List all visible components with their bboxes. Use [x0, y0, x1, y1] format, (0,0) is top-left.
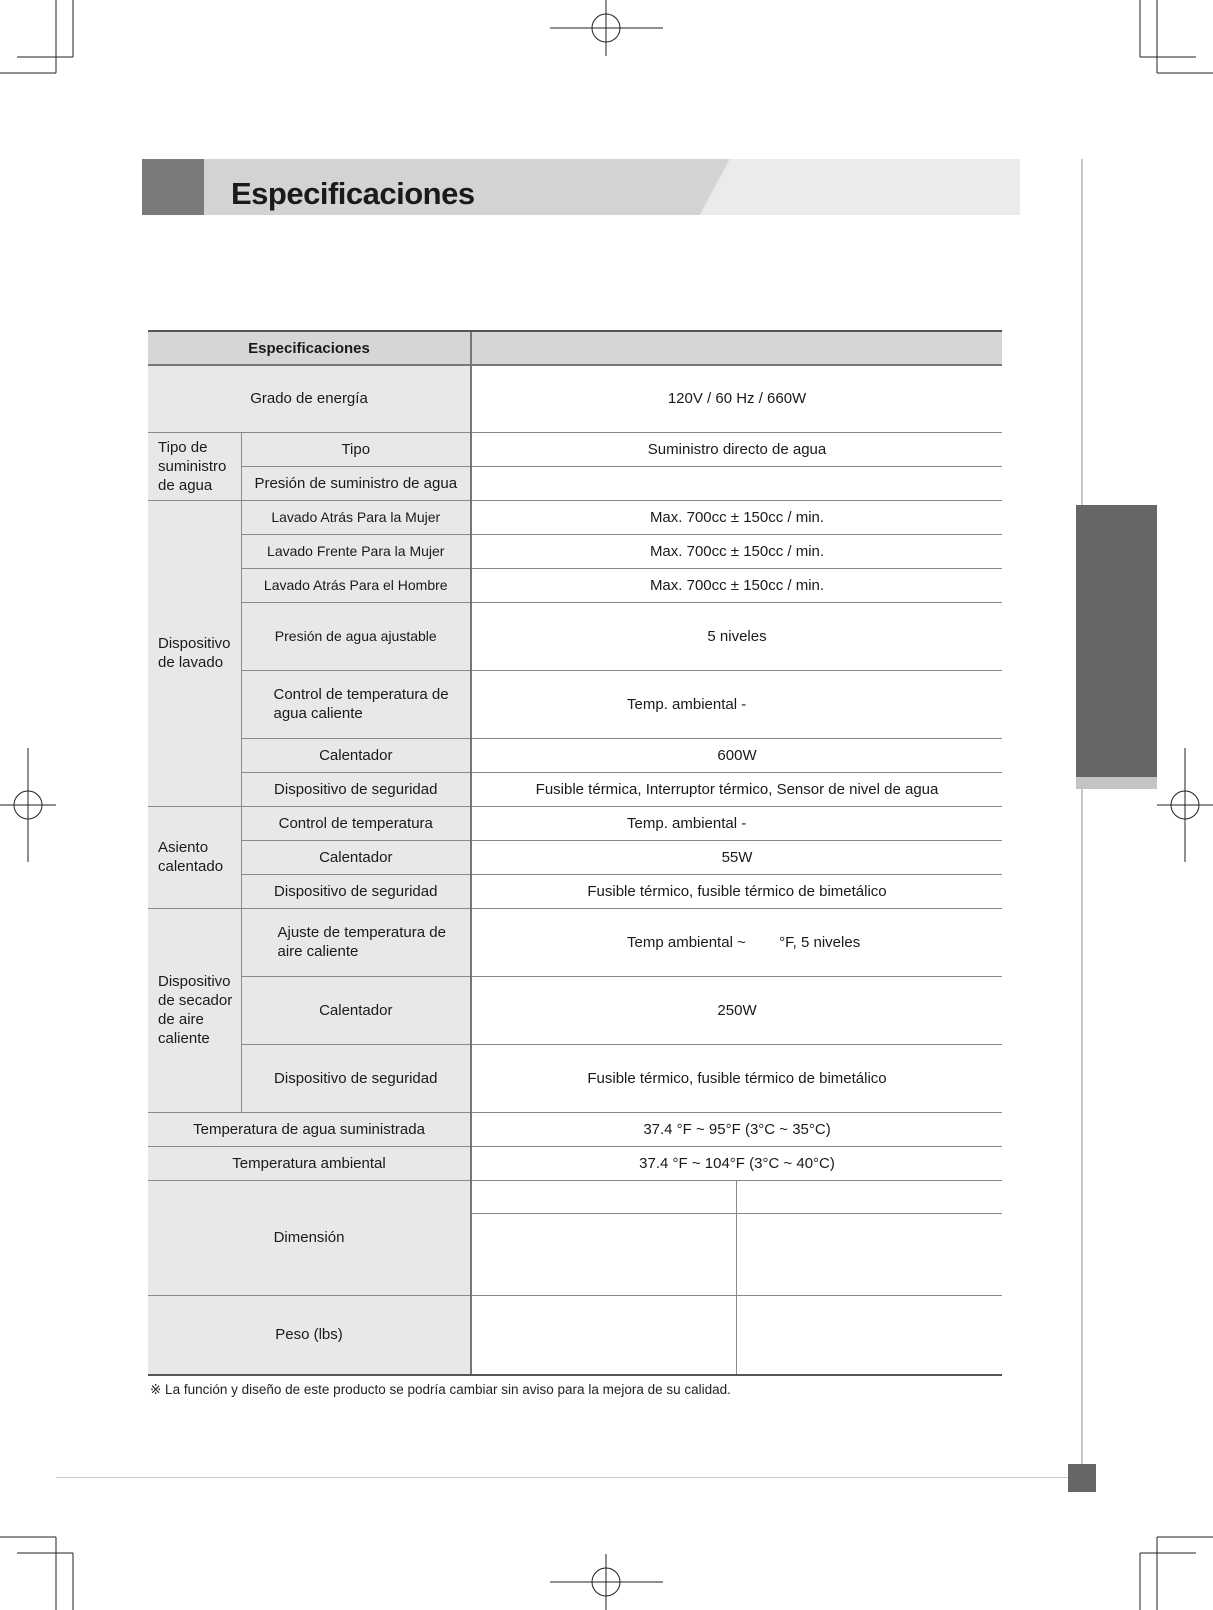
row-value: Max. 700cc ± 150cc / min. [471, 534, 1002, 568]
row-value: Suministro directo de agua [471, 432, 1002, 466]
table-header-row [148, 331, 1002, 365]
row-label: Dispositivo de seguridad [241, 874, 471, 908]
table-row [148, 1180, 1002, 1213]
row-label: Lavado Atrás Para el Hombre [241, 568, 471, 602]
table-row [148, 1146, 1002, 1180]
table-row [148, 670, 1002, 738]
table-row [148, 432, 1002, 466]
row-label: Presión de agua ajustable [241, 602, 471, 670]
table-row [148, 806, 1002, 840]
side-rule [1081, 159, 1083, 1477]
row-label: Dispositivo de seguridad [241, 1044, 471, 1112]
table-row [148, 1295, 1002, 1375]
dimension-value-b-top [736, 1180, 1002, 1213]
footer-rule [56, 1477, 1070, 1478]
row-value: Temp. ambiental - [471, 806, 1002, 840]
row-label: Calentador [241, 840, 471, 874]
energy-label: Grado de energía [148, 365, 471, 432]
row-value: Fusible térmico, fusible térmico de bimetálico [471, 1044, 1002, 1112]
row-label: Calentador [241, 738, 471, 772]
row-value: 55W [471, 840, 1002, 874]
table-row [148, 840, 1002, 874]
wash-group-label: Dispositivo de lavado [148, 500, 241, 806]
dryer-group-label: Dispositivo de secador de aire caliente [148, 908, 241, 1112]
supply-group-label: Tipo de suministro de agua [148, 432, 241, 500]
row-value: 5 niveles [471, 602, 1002, 670]
row-value: Fusible térmica, Interruptor térmico, Sensor de nivel de agua [471, 772, 1002, 806]
section-tab-edge [1076, 777, 1157, 789]
table-row [148, 602, 1002, 670]
row-value: Temp. ambiental - [471, 670, 1002, 738]
table-row [148, 466, 1002, 500]
water-temp-label: Temperatura de agua suministrada [148, 1112, 471, 1146]
row-value: 600W [471, 738, 1002, 772]
seat-group-label: Asiento calentado [148, 806, 241, 908]
row-value: Max. 700cc ± 150cc / min. [471, 568, 1002, 602]
header-accent-block [142, 159, 204, 215]
table-row [148, 1044, 1002, 1112]
table-row [148, 772, 1002, 806]
table-row [148, 908, 1002, 976]
section-tab [1076, 505, 1157, 777]
dimension-value-a [471, 1213, 736, 1295]
row-label: Ajuste de temperatura de aire caliente [241, 908, 471, 976]
specifications-table [148, 330, 1002, 1376]
energy-value: 120V / 60 Hz / 660W [471, 365, 1002, 432]
row-value: Max. 700cc ± 150cc / min. [471, 500, 1002, 534]
dimension-value-b [736, 1213, 1002, 1295]
row-label: Presión de suministro de agua [241, 466, 471, 500]
row-value: Temp ambiental ~ °F, 5 niveles [471, 908, 1002, 976]
table-row [148, 874, 1002, 908]
row-label: Tipo [241, 432, 471, 466]
row-label: Dispositivo de seguridad [241, 772, 471, 806]
weight-value-b [736, 1295, 1002, 1375]
header-label: Especificaciones [148, 331, 471, 365]
header-value [471, 331, 1002, 365]
row-label: Calentador [241, 976, 471, 1044]
page-title: Especificaciones [231, 176, 475, 211]
row-value: 250W [471, 976, 1002, 1044]
row-label: Lavado Frente Para la Mujer [241, 534, 471, 568]
row-label: Lavado Atrás Para la Mujer [241, 500, 471, 534]
weight-label: Peso (lbs) [148, 1295, 471, 1375]
table-row [148, 738, 1002, 772]
dimension-value-a-top [471, 1180, 736, 1213]
dimension-label: Dimensión [148, 1180, 471, 1295]
ambient-temp-label: Temperatura ambiental [148, 1146, 471, 1180]
water-temp-value: 37.4 °F ~ 95°F (3°C ~ 35°C) [471, 1112, 1002, 1146]
table-row [148, 568, 1002, 602]
page-number-block [1068, 1464, 1096, 1492]
footnote: ※ La función y diseño de este producto se podría cambiar sin aviso para la mejora de su calidad. [150, 1382, 731, 1397]
row-value [471, 466, 1002, 500]
row-label: Control de temperatura de agua caliente [241, 670, 471, 738]
row-value: Fusible térmico, fusible térmico de bimetálico [471, 874, 1002, 908]
table-row [148, 534, 1002, 568]
table-row [148, 500, 1002, 534]
table-row [148, 365, 1002, 432]
weight-value-a [471, 1295, 736, 1375]
ambient-temp-value: 37.4 °F ~ 104°F (3°C ~ 40°C) [471, 1146, 1002, 1180]
row-label: Control de temperatura [241, 806, 471, 840]
table-row [148, 976, 1002, 1044]
table-row [148, 1112, 1002, 1146]
